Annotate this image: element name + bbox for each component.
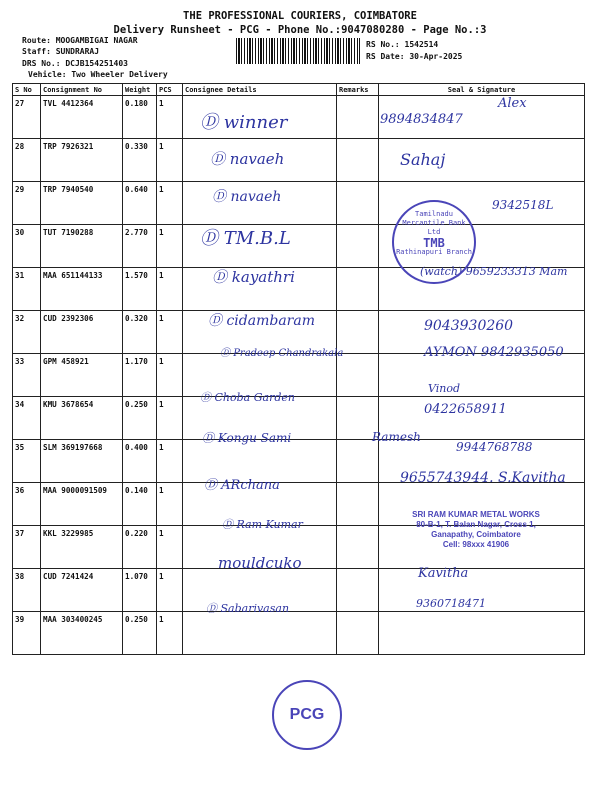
consignment-no: MAA 651144133 xyxy=(41,268,123,311)
bank-stamp-name: Tamilnadu Mercantile Bank Ltd xyxy=(402,210,466,236)
remarks-cell xyxy=(337,139,379,182)
weight: 0.250 xyxy=(123,612,157,655)
weight: 0.640 xyxy=(123,182,157,225)
weight: 0.220 xyxy=(123,526,157,569)
consignment-no: TRP 7940540 xyxy=(41,182,123,225)
sno: 27 xyxy=(13,96,41,139)
handwritten-consignee: Ⓓ ARchana xyxy=(204,478,280,493)
signature-phone: 9894834847 xyxy=(380,112,463,127)
col-seal: Seal & Signature xyxy=(379,84,585,96)
signature-phone: 9944768788 xyxy=(456,440,533,454)
consignee-name: cidambaram xyxy=(226,313,315,329)
table-row xyxy=(13,225,585,268)
col-pcs: PCS xyxy=(157,84,183,96)
business-stamp-name: SRI RAM KUMAR METAL WORKS xyxy=(412,510,540,519)
pcs: 1 xyxy=(157,569,183,612)
sno: 36 xyxy=(13,483,41,526)
consignment-no: TVL 4412364 xyxy=(41,96,123,139)
consignee-name: TM.B.L xyxy=(223,228,291,249)
pcs: 1 xyxy=(157,225,183,268)
business-stamp xyxy=(376,510,576,550)
remarks-cell xyxy=(337,225,379,268)
bank-stamp xyxy=(392,200,476,284)
pcs: 1 xyxy=(157,139,183,182)
sno: 34 xyxy=(13,397,41,440)
consignee-name: Choba Garden xyxy=(214,391,295,404)
consignee-name: winner xyxy=(223,112,288,133)
weight: 2.770 xyxy=(123,225,157,268)
rs-number: RS No.: 1542514 xyxy=(366,40,439,49)
handwritten-consignee: Ⓓ Pradeep Chandrakala xyxy=(220,348,344,359)
sno: 30 xyxy=(13,225,41,268)
consignee-name: kayathri xyxy=(231,268,295,286)
weight: 0.330 xyxy=(123,139,157,182)
remarks-cell xyxy=(337,268,379,311)
signature-phone: 9655743944. S.Kavitha xyxy=(400,470,566,486)
remarks-cell xyxy=(337,440,379,483)
sno: 31 xyxy=(13,268,41,311)
signature-phone: 9360718471 xyxy=(416,597,486,610)
sno: 39 xyxy=(13,612,41,655)
sno: 38 xyxy=(13,569,41,612)
sno: 32 xyxy=(13,311,41,354)
signature-phone: (watch) 9659233313 Mam xyxy=(420,265,568,278)
signature-phone: 0422658911 xyxy=(424,402,507,417)
consignment-no: MAA 9000091509 xyxy=(41,483,123,526)
consignment-no: KMU 3678654 xyxy=(41,397,123,440)
signature-phone: AYMON 9842935050 xyxy=(424,345,564,360)
weight: 1.170 xyxy=(123,354,157,397)
remarks-cell xyxy=(337,483,379,526)
business-stamp-phone: Cell: 98xxx 41906 xyxy=(442,540,510,549)
bank-stamp-code: TMB xyxy=(423,236,445,250)
handwritten-consignee: Ⓓ navaeh xyxy=(212,189,282,205)
vehicle-label: Vehicle: Two Wheeler Delivery xyxy=(28,70,168,79)
barcode xyxy=(236,38,360,64)
consignee-name: navaeh xyxy=(230,189,282,205)
consignment-no: TUT 7190288 xyxy=(41,225,123,268)
handwritten-consignee: Ⓓ navaeh xyxy=(210,150,285,168)
signature: Alex xyxy=(498,96,527,111)
business-stamp-address: 80-B-1, T. Balan Nagar, Cross 1, xyxy=(416,520,536,529)
consignment-no: GPM 458921 xyxy=(41,354,123,397)
remarks-cell xyxy=(337,612,379,655)
remarks-cell xyxy=(337,182,379,225)
weight: 0.180 xyxy=(123,96,157,139)
pcs: 1 xyxy=(157,96,183,139)
consignment-no: SLM 369197668 xyxy=(41,440,123,483)
runsheet-title: Delivery Runsheet - PCG - Phone No.:9047080280 - Page No.:3 xyxy=(113,24,487,36)
signature-phone: 9043930260 xyxy=(424,318,514,334)
consignment-no: MAA 303400245 xyxy=(41,612,123,655)
consignment-no: KKL 3229985 xyxy=(41,526,123,569)
consignment-no: CUD 7241424 xyxy=(41,569,123,612)
bank-stamp-branch: Rathinapuri Branch xyxy=(396,248,472,256)
col-remarks: Remarks xyxy=(337,84,379,96)
signature: Sahaj xyxy=(400,150,446,169)
sno: 29 xyxy=(13,182,41,225)
handwritten-consignee xyxy=(218,554,302,572)
col-consignment: Consignment No xyxy=(41,84,123,96)
route-label: Route: MOOGAMBIGAI NAGAR xyxy=(22,36,138,45)
weight: 0.140 xyxy=(123,483,157,526)
sno: 33 xyxy=(13,354,41,397)
business-stamp-city: Ganapathy, Coimbatore xyxy=(431,530,521,539)
pcs: 1 xyxy=(157,311,183,354)
pcg-stamp xyxy=(272,680,342,750)
weight: 0.320 xyxy=(123,311,157,354)
sno: 28 xyxy=(13,139,41,182)
handwritten-consignee: Ⓓ Sabarivasan xyxy=(206,602,290,615)
consignment-no: TRP 7926321 xyxy=(41,139,123,182)
col-weight: Weight xyxy=(123,84,157,96)
staff-label: Staff: SUNDRARAJ xyxy=(22,47,100,56)
consignee-name: Ram Kumar xyxy=(236,518,303,531)
company-title: THE PROFESSIONAL COURIERS, COIMBATORE xyxy=(183,10,417,22)
rs-date: RS Date: 30-Apr-2025 xyxy=(366,52,463,61)
pcs: 1 xyxy=(157,483,183,526)
handwritten-consignee: Ⓓ Kongu Sami xyxy=(202,431,292,445)
pcs: 1 xyxy=(157,612,183,655)
pcs: 1 xyxy=(157,354,183,397)
pcg-stamp-label: PCG xyxy=(289,706,325,723)
weight: 0.400 xyxy=(123,440,157,483)
signature-phone: 9342518L xyxy=(492,198,554,212)
consignee-name: mouldcuko xyxy=(218,554,302,572)
remarks-cell xyxy=(337,354,379,397)
seal-cell xyxy=(379,612,585,655)
weight: 1.070 xyxy=(123,569,157,612)
consignee-name: Sabarivasan xyxy=(220,602,290,615)
signature: Kavitha xyxy=(418,566,469,581)
handwritten-consignee: Ⓓ Ram Kumar xyxy=(222,518,303,531)
handwritten-consignee: Ⓓ cidambaram xyxy=(208,313,315,329)
pcs: 1 xyxy=(157,182,183,225)
sno: 37 xyxy=(13,526,41,569)
pcs: 1 xyxy=(157,268,183,311)
weight: 1.570 xyxy=(123,268,157,311)
col-sno: S No xyxy=(13,84,41,96)
remarks-cell xyxy=(337,569,379,612)
handwritten-consignee: Ⓓ Choba Garden xyxy=(200,391,295,404)
handwritten-consignee: Ⓓ kayathri xyxy=(212,268,295,286)
weight: 0.250 xyxy=(123,397,157,440)
remarks-cell xyxy=(337,96,379,139)
pcs: 1 xyxy=(157,526,183,569)
consignment-no: CUD 2392306 xyxy=(41,311,123,354)
signature: Vinod xyxy=(428,382,461,395)
handwritten-consignee: Ⓓ TM.B.L xyxy=(200,228,291,249)
consignee-name: Pradeep Chandrakala xyxy=(233,348,344,359)
remarks-cell xyxy=(337,526,379,569)
table-row xyxy=(13,612,585,655)
pcs: 1 xyxy=(157,397,183,440)
col-consignee: Consignee Details xyxy=(183,84,337,96)
table-row xyxy=(13,139,585,182)
sno: 35 xyxy=(13,440,41,483)
consignee-name: Kongu Sami xyxy=(217,431,292,445)
handwritten-consignee: Ⓓ winner xyxy=(200,112,288,133)
pcs: 1 xyxy=(157,440,183,483)
consignee-name: navaeh xyxy=(229,150,285,168)
table-header xyxy=(13,84,585,96)
signature: Ramesh xyxy=(372,430,421,444)
consignee-name: ARchana xyxy=(221,478,280,493)
drs-label: DRS No.: DCJB154251403 xyxy=(22,59,128,68)
consignee-cell xyxy=(183,612,337,655)
